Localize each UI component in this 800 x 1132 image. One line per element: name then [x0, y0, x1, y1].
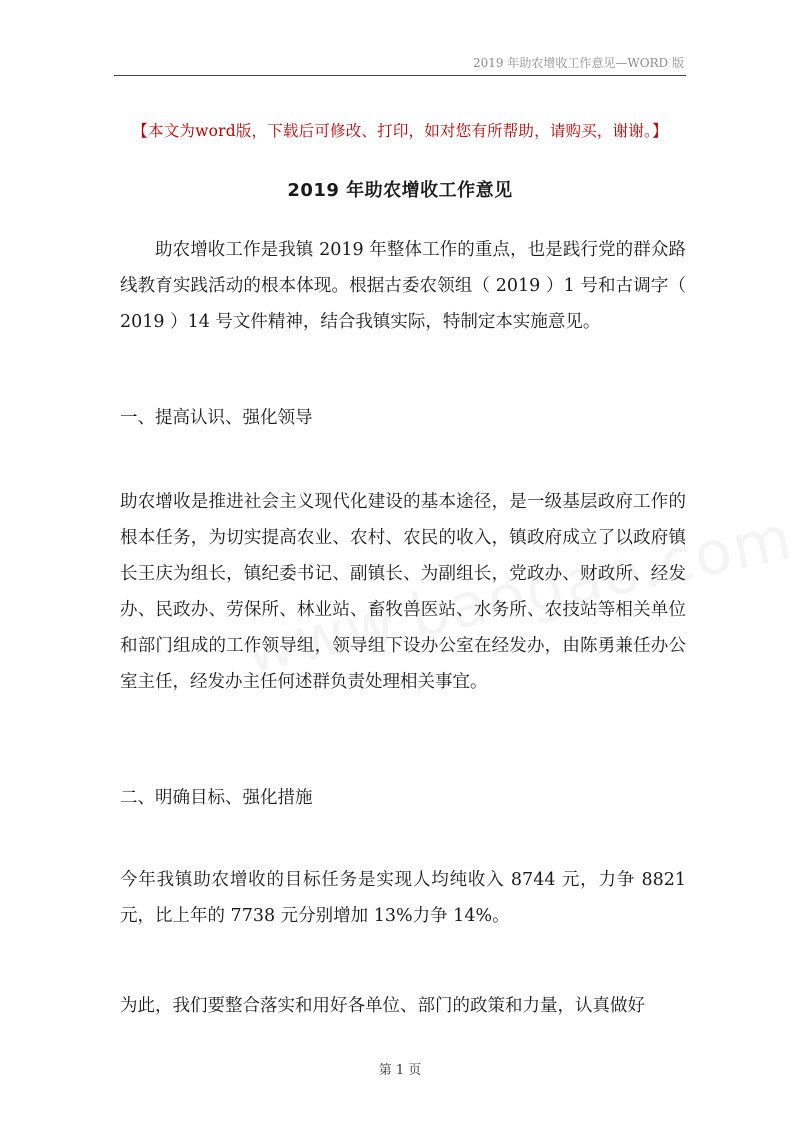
paragraph-intro: 助农增收工作是我镇 2019 年整体工作的重点，也是践行党的群众路线教育实践活动的根本体现。根据古委农领组（ 2019 ）1 号和古调字（ 2019 ）14 号文件精神，结合我镇实际，特制定本实施意见。: [120, 240, 686, 332]
paragraph-targets: 今年我镇助农增收的目标任务是实现人均纯收入 8744 元，力争 8821 元，比上年的 7738 元分别增加 13%力争 14%。: [120, 870, 686, 926]
page-header: 2019 年助农增收工作意见—WORD 版: [473, 56, 684, 70]
paragraph-measures: 为此，我们要整合落实和用好各单位、部门的政策和力量，认真做好: [120, 996, 645, 1016]
download-notice: 【本文为word版，下载后可修改、打印，如对您有所帮助，请购买，谢谢。】: [132, 122, 668, 140]
section-heading-2: 二、明确目标、强化措施: [120, 788, 313, 808]
document-title: 2019 年助农增收工作意见: [287, 180, 513, 201]
header-divider: [114, 75, 686, 76]
section-heading-1: 一、提高认识、强化领导: [120, 408, 313, 428]
page-number: 第 1 页: [378, 1063, 422, 1078]
paragraph-leadership: 助农增收是推进社会主义现代化建设的基本途径，是一级基层政府工作的根本任务，为切实提高农业、农村、农民的收入，镇政府成立了以政府镇长王庆为组长，镇纪委书记、副镇长、为副组长，党政办、财政所、经发办、民政办、劳保所、林业站、畜牧兽医站、水务所、农技站等相关单位和部门组成的工作领导组，领导组下设办公室在经发办，由陈勇兼任办公室主任，经发办主任何述群负责处理相关事宜。: [120, 492, 686, 692]
